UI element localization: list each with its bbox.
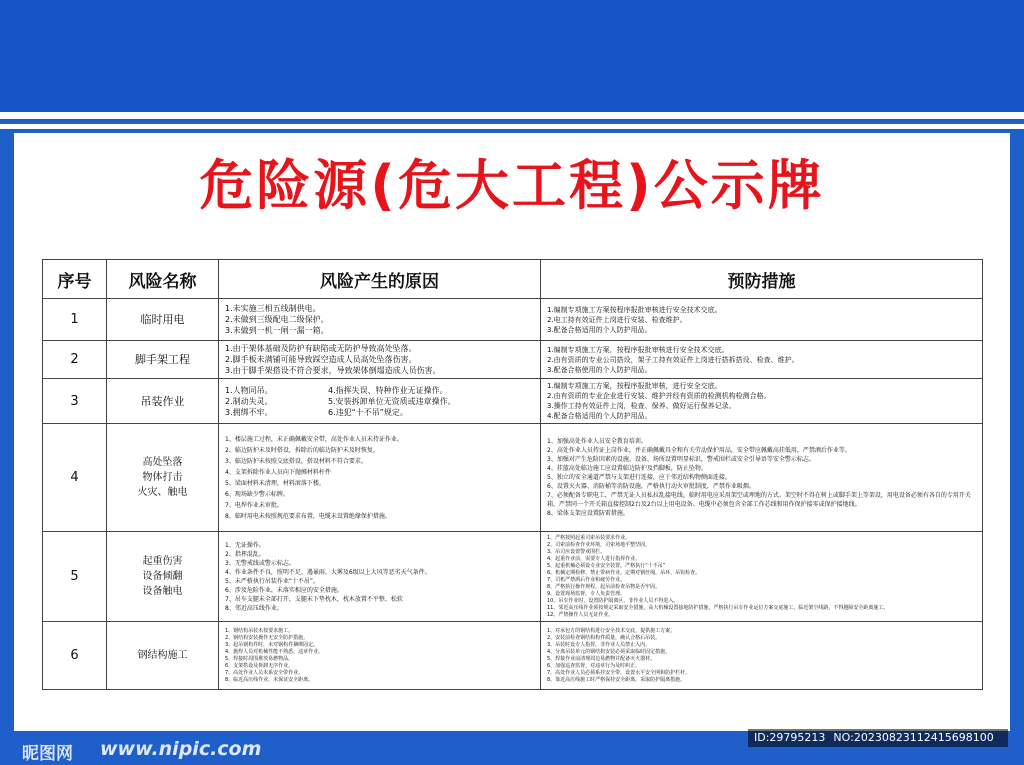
risk-cause xyxy=(219,341,541,379)
risk-cause xyxy=(219,299,541,341)
cause-line: 2、临边防护未及时搭设，拆除后的临边防护未及时恢复。 xyxy=(225,446,379,454)
table-row xyxy=(43,622,983,690)
measure-line: 10、吊车作业时，设置防护隔离区，非作业人员不得进入。 xyxy=(547,597,679,604)
risk-cause xyxy=(219,622,541,690)
prevention-measures xyxy=(541,424,983,532)
cause-line: 4、作业条件不良，照明不足、遇暴雨、大雾及6级以上大风等恶劣天气条件。 xyxy=(225,568,431,576)
risk-name-line: 火灾、触电 xyxy=(137,487,188,498)
cause-line: 6、现场缺少警示标牌。 xyxy=(225,490,289,498)
watermark-site: www.nipic.com xyxy=(100,738,262,760)
cause-line: 3.拥绑不牢。 xyxy=(225,407,273,417)
cause-line: 1.未实施三相五线制供电。 xyxy=(225,304,321,313)
header-no: 序号 xyxy=(43,260,107,299)
measure-line: 7、司机严禁酒后作业和疲劳作业。 xyxy=(547,576,626,583)
header-stripe-thin xyxy=(0,124,1024,129)
measure-line: 2.电工持有效证件上岗进行安装、检查维护。 xyxy=(547,315,687,324)
table-row xyxy=(43,341,983,379)
risk-name xyxy=(107,299,219,341)
measure-line: 3.配备合格使用的个人防护用品。 xyxy=(547,365,652,374)
image-id: ID:29795213 xyxy=(754,731,826,744)
cause-line: 8、临近高压线作业，未保证安全距离。 xyxy=(225,676,314,683)
prevention-measures xyxy=(541,532,983,622)
cause-line: 6、涉及危险作业，未落实相应的安全措施。 xyxy=(225,586,343,594)
measure-line: 1.编制专项施工方案，按程序报批审核进行安全技术交底。 xyxy=(547,345,729,354)
measure-line: 5、起重机械必须设专业安全装置，严格执行“十不吊” xyxy=(547,562,666,569)
watermark-logo: 昵图网 xyxy=(22,744,73,764)
measure-line: 2.由有资质的专业企业进行安装、维护并经有资质的检测机构检测合格。 xyxy=(547,392,771,400)
cause-line: 1.由于架体基础及防护有缺陷或无防护导致高处坠落。 xyxy=(225,344,417,353)
sign-board xyxy=(14,133,1010,731)
risk-cause xyxy=(219,532,541,622)
measure-line: 1.编制专项施工方案按程序报批审核进行安全技术交底。 xyxy=(547,305,722,314)
row-number: 5 xyxy=(43,532,107,622)
measure-line: 6、机械定期检修，禁止带病作业，定期对钢丝绳、吊环、吊钩检查。 xyxy=(547,569,701,576)
risk-name-line: 钢结构施工 xyxy=(137,650,188,661)
measure-line: 3、吊司应设置警戒围栏。 xyxy=(547,548,606,555)
risk-name-line: 物体打击 xyxy=(142,472,183,483)
measure-line: 8、靠近高压线施工时严格保持安全距离，采取防护隔离措施。 xyxy=(547,676,686,683)
measure-line: 2、安装前检查钢结构构件质量，确认合格后吊装。 xyxy=(547,634,661,641)
measure-line: 11、邻近高压线作业须按规定采取安全措施，高大机械设置接地防护措施，严格执行吊车作业运位方案交底施工，临近架空线路，不得越障安全距离施工。 xyxy=(547,604,889,611)
measure-line: 1、严格按照起重司索吊装要求作业。 xyxy=(547,534,631,541)
measure-line: 7、高处作业人员必须系挂安全带，设置水平安全网和防护栏杆。 xyxy=(547,669,691,676)
page-title: 危险源(危大工程)公示牌 xyxy=(199,154,825,217)
cause-line: 6.违犯“十不吊”规定。 xyxy=(328,407,408,417)
measure-line: 1、对承包方的钢结构进行安全技术交底，提供施工方案。 xyxy=(547,627,676,634)
image-no: NO:20230823112415698100 xyxy=(833,731,994,744)
measure-line: 8、严格执行操作规程，起吊前检查吊物是否牢固。 xyxy=(547,583,661,590)
cause-line: 3.未做到一机一闸一漏一箱。 xyxy=(225,326,329,335)
header-band xyxy=(0,0,1024,112)
measure-line: 5、独立的安全通道严禁与支架进行连接，应于邻近结构物侧面连接。 xyxy=(547,474,731,481)
hazard-table xyxy=(42,259,983,690)
cause-line: 2.制动失灵。 xyxy=(225,396,273,406)
prevention-measures xyxy=(541,622,983,690)
cause-line: 7、吊车支腿未全部打开，支腿未下垫枕木，枕木放置不平整、松软 xyxy=(225,595,403,603)
measure-line: 8、梁体支架应设置防雷措施。 xyxy=(547,510,629,517)
cause-line: 2.未做到三级配电二级保护。 xyxy=(225,315,329,324)
header-stripe xyxy=(0,112,1024,119)
risk-name xyxy=(107,532,219,622)
risk-name-line: 临时用电 xyxy=(140,313,185,326)
cause-line: 1、钢结构吊装未按要求施工。 xyxy=(225,627,294,634)
cause-line: 5、梁面材料未清理，材料滚落下楼。 xyxy=(225,479,325,487)
risk-name-line: 脚手架工程 xyxy=(135,353,190,366)
measure-line: 6、设置灭火器、消防桶等消防设施，严格执行动火审批制度，严禁作业吸烟。 xyxy=(547,483,755,490)
measure-line: 5、焊接作业前清理周边易燃物并配备灭火器材。 xyxy=(547,655,656,662)
header-prevention: 预防措施 xyxy=(541,260,983,299)
cause-line: 3、无警戒线或警示标志。 xyxy=(225,559,295,567)
risk-name xyxy=(107,424,219,532)
cause-line: 7、电焊作业未审批。 xyxy=(225,501,283,509)
header-risk-cause: 风险产生的原因 xyxy=(219,260,541,299)
cause-line: 8、临时用电未按照规范要求布置，电缆未设置绝缘保护措施。 xyxy=(225,512,391,520)
table-header-row xyxy=(43,260,983,299)
cause-line: 6、支架搭设及拆卸无序作业。 xyxy=(225,662,294,669)
cause-line: 7、高处作业人员未系安全带作业。 xyxy=(225,669,304,676)
cause-line: 3、起吊钢构件时，未对钢构件捆绑固定。 xyxy=(225,641,319,648)
risk-name-line: 设备倾翻 xyxy=(142,571,183,582)
measure-line: 1、加强高处作业人员安全教育培训。 xyxy=(547,438,647,445)
measure-line: 9、设置现场监督，专人负责管理。 xyxy=(547,590,626,597)
measure-line: 3、吊装时设专人指挥，非作业人员禁止入内。 xyxy=(547,641,651,648)
measure-line: 4.配备合格适用的个人防护用品。 xyxy=(547,412,652,420)
prevention-measures xyxy=(541,379,983,424)
prevention-measures xyxy=(541,299,983,341)
cause-line: 2、钢结构安装操作无安全防护措施。 xyxy=(225,634,309,641)
cause-line: 4、施焊人员对机械性能不熟悉，违章作业。 xyxy=(225,648,324,655)
cause-line: 1、楼层施工过程，未正确佩戴安全带，高处作业人员未持证作业。 xyxy=(225,435,403,443)
measure-line: 3.配备合格适用的个人防护用品。 xyxy=(547,325,652,334)
risk-name-line: 吊装作业 xyxy=(140,394,185,408)
risk-name xyxy=(107,379,219,424)
risk-cause xyxy=(219,424,541,532)
measure-line: 3、加强对产生危险因素的设施、设备、场所设置明显标识，警戒围栏或安全引导语等安全警示标志。 xyxy=(547,456,815,463)
measure-line: 6、加强巡查监督，对违章行为及时纠正。 xyxy=(547,662,641,669)
risk-name xyxy=(107,622,219,690)
table-row xyxy=(43,379,983,424)
cause-line: 4、支架拆除作业人员向下抛掷材料杆件 xyxy=(225,468,331,476)
cause-line: 2、指挥混乱。 xyxy=(225,550,265,558)
risk-cause xyxy=(219,379,541,424)
row-number: 4 xyxy=(43,424,107,532)
header-risk-name: 风险名称 xyxy=(107,260,219,299)
measure-line: 4、挂篮高处临边施工应设置临边防护及挡脚板，防止坠物。 xyxy=(547,465,707,472)
measure-line: 4、分离吊装单元的钢结构安装必须采取临时固定措施。 xyxy=(547,648,671,655)
row-number: 2 xyxy=(43,341,107,379)
cause-line: 2.脚手板未满铺可能导致踩空造成人员高处坠落伤害。 xyxy=(225,355,417,364)
measure-line: 12、严禁操作人员无证作业。 xyxy=(547,611,614,618)
risk-name-line: 设备触电 xyxy=(142,586,183,597)
cause-column-right xyxy=(328,385,534,418)
measure-line: 7、必须配备专职电工，严禁无证人员私拉乱接电线。临时用电应采用架空或埋地的方式。架空时不得在树上或脚手架上等架设，用电设备必须有各自的专用开关箱，严禁同一个开关箱直接控制2台及2台以上用电设备。电缆中必须包含全部工作芯线和用作保护接零或保护接地线。 xyxy=(547,492,971,508)
measure-line: 4、起重作业前，需要专人进行指挥作业。 xyxy=(547,555,641,562)
measure-line: 1.编制专项施工方案，按程序报批审核，进行安全交底。 xyxy=(547,382,722,390)
cause-line: 1.人物同吊。 xyxy=(225,385,273,395)
measure-line: 2、司索前检查作业环境，司索场地平整坚固。 xyxy=(547,541,651,548)
cause-line: 1、无证操作。 xyxy=(225,541,265,549)
row-number: 1 xyxy=(43,299,107,341)
cause-line: 4.指挥失误、特种作业无证操作。 xyxy=(328,385,448,395)
risk-name-line: 高处坠落 xyxy=(142,457,183,468)
table-row xyxy=(43,424,983,532)
table-row xyxy=(43,299,983,341)
risk-name xyxy=(107,341,219,379)
row-number: 3 xyxy=(43,379,107,424)
cause-line: 5、未严格执行吊装作业“十不吊”。 xyxy=(225,577,320,585)
cause-line: 5、焊接时周围堆放易燃物品。 xyxy=(225,655,294,662)
row-number: 6 xyxy=(43,622,107,690)
cause-line: 3、临边防护未按照交底搭设，搭设材料不符合要求。 xyxy=(225,457,367,465)
measure-line: 3.操作工持有效证件上岗，检查、保养、做好运行保养记录。 xyxy=(547,402,736,410)
cause-column-left xyxy=(225,385,328,418)
measure-line: 2、高处作业人员持证上岗作业，并正确佩戴具全和有关劳动保护用品，安全带应佩戴高挂低用，严禁酒后作业等。 xyxy=(547,447,851,454)
table-row xyxy=(43,532,983,622)
prevention-measures xyxy=(541,341,983,379)
measure-line: 2.由有资质的专业公司搭设，架子工持有效证件上岗进行搭拆搭设、检查、维护。 xyxy=(547,355,799,364)
cause-line: 8、邻近高压线作业。 xyxy=(225,604,283,612)
cause-line: 5.安装拆卸单位无资质或违章操作。 xyxy=(328,396,456,406)
risk-name-line: 起重伤害 xyxy=(142,556,183,567)
image-id-badge xyxy=(748,729,1008,747)
cause-line: 3.由于脚手架搭设不符合要求，导致架体倒塌造成人员伤害。 xyxy=(225,366,441,375)
